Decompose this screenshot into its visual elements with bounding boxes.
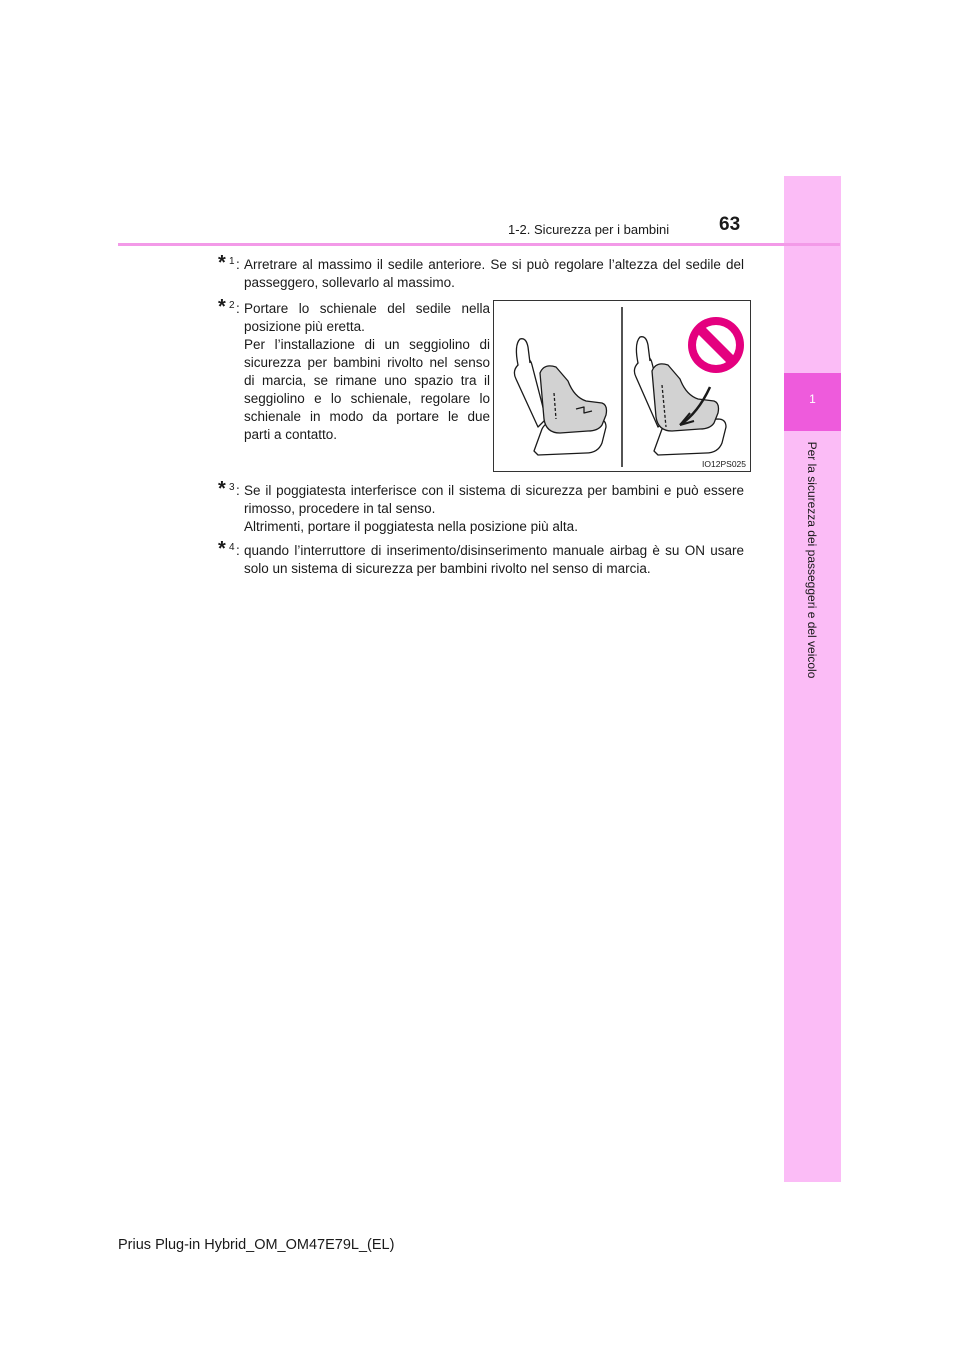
prohibition-icon: [688, 317, 744, 373]
page-number: 63: [719, 214, 741, 235]
text-line: rimosso, procedere in tal senso.: [244, 501, 436, 516]
footnote-text: [244, 482, 744, 536]
figure-code: IO12PS025: [702, 459, 746, 469]
header-rule: [118, 243, 840, 246]
text-line: parti a contatto.: [244, 427, 338, 442]
chapter-title: Per la sicurezza dei passeggeri e del veicolo: [805, 441, 819, 679]
text-line: passeggero, sollevarlo al massimo.: [244, 275, 455, 290]
section-title: 1-2. Sicurezza per i bambini: [508, 222, 670, 237]
text-line: Arretrare al massimo il sedile anteriore. Se si può regolare l’altezza del sedile del: [244, 257, 744, 272]
correct-seat-group: [514, 339, 606, 455]
footnote-number: 3: [229, 482, 235, 493]
seat-diagram: [494, 301, 750, 471]
chapter-number: 1: [809, 392, 816, 406]
headrest: [636, 337, 650, 363]
text-line: Se il poggiatesta interferisce con il sistema di sicurezza per bambini e può essere: [244, 483, 744, 498]
chapter-side-tab: [784, 176, 841, 1182]
footnote-number: 1: [229, 256, 235, 267]
text-line: sicurezza per bambini rivolto nel senso: [244, 355, 490, 370]
text-line: schienale in modo da portare le due: [244, 409, 490, 424]
text-line: seggiolino e lo schienale, regolare lo: [244, 391, 490, 406]
footer-doc-id: Prius Plug-in Hybrid_OM_OM47E79L_(EL): [118, 1237, 395, 1253]
headrest: [516, 339, 530, 365]
text-line: solo un sistema di sicurezza per bambini rivolto nel senso di marcia.: [244, 561, 651, 576]
text-line: Portare lo schienale del sedile nella: [244, 301, 490, 316]
footnote-text: [244, 256, 744, 292]
footnote-text: [244, 542, 744, 578]
text-line: Per l’installazione di un seggiolino di: [244, 337, 490, 352]
asterisk-mark: *: [218, 296, 226, 318]
footnote-number: 4: [229, 542, 235, 553]
text-line: di marcia, se rimane uno spazio tra il: [244, 373, 490, 388]
asterisk-mark: *: [218, 538, 226, 560]
asterisk-mark: *: [218, 478, 226, 500]
text-line: posizione più eretta.: [244, 319, 365, 334]
child-seat: [540, 366, 607, 433]
asterisk-mark: *: [218, 252, 226, 274]
text-line: quando l’interruttore di inserimento/disinserimento manuale airbag è su ON usare: [244, 543, 744, 558]
footnote-text: [244, 300, 490, 444]
text-line: Altrimenti, portare il poggiatesta nella posizione più alta.: [244, 519, 578, 534]
seat-illustration: [493, 300, 751, 472]
footnote-number: 2: [229, 300, 235, 311]
